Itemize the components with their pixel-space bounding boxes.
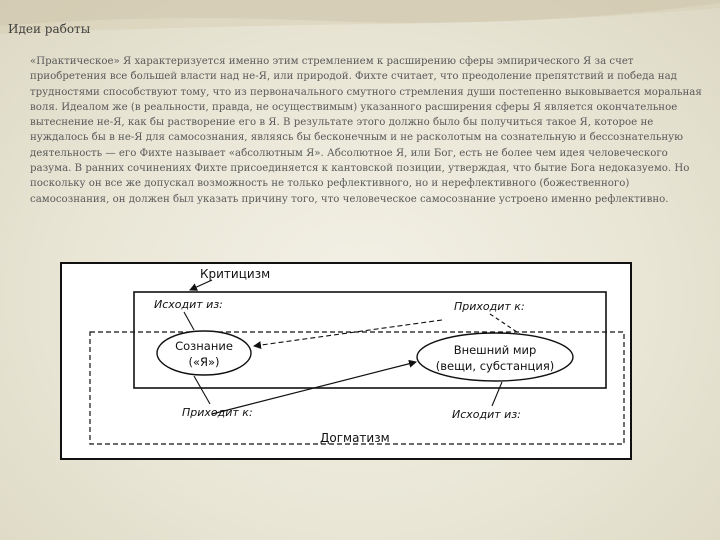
body-paragraph: «Практическое» Я характеризуется именно этим стремлением к расширению сферы эмпирического Я за счет приобретения все большей власти над не-Я, или природой. Фихте считает, что преодоление препятствий и победа над трудностями способствуют тому, что из первоначального смутного стремления души постепенно выковывается моральная воля. Идеалом же (в реальности, правда, не осуществимым) указанного расширения сферы Я является окончательное вытеснение не-Я, как бы растворение его в Я. В результате этого должно было бы получиться такое Я, которое не нуждалось бы в не-Я для самосознания, являясь бы бесконечным и не расколотым на сознательную и бессознательную деятельность — его Фихте называет «абсолютным Я». Абсолютное Я, или Бог, есть не более чем идея человеческого разума. В ранних сочинениях Фихте присоединяется к кантовской позиции, утверждая, что бытие Бога недоказуемо. Но поскольку он все же допускал возможность не только рефлективного, но и нерефлективного (божественного) самосознания, он должен был указать причину того, что человеческое самосознание устроено именно рефлективно. xyxy=(30,56,702,205)
header-swoosh xyxy=(0,0,720,60)
dogmatism-to-label: Приходит к: xyxy=(182,406,253,419)
consciousness-sub-label: («Я») xyxy=(188,355,220,369)
dogmatism-from-leader xyxy=(492,382,502,406)
criticism-pointer xyxy=(190,280,212,290)
criticism-arrow xyxy=(254,320,442,346)
criticism-from-leader xyxy=(184,312,194,330)
criticism-to-leader xyxy=(490,314,520,334)
criticism-dogmatism-diagram xyxy=(62,264,634,462)
criticism-from-label: Исходит из: xyxy=(154,298,223,311)
external-world-label: Внешний мир xyxy=(453,343,537,357)
criticism-to-label: Приходит к: xyxy=(454,300,525,313)
dogmatism-from-label: Исходит из: xyxy=(452,408,521,421)
slide-title: Идеи работы xyxy=(8,22,91,36)
diagram-figure xyxy=(60,262,632,460)
criticism-label: Критицизм xyxy=(200,267,271,281)
dogmatism-label: Догматизм xyxy=(320,431,390,445)
dogmatism-to-leader xyxy=(194,376,210,404)
consciousness-label: Сознание xyxy=(175,339,233,353)
external-world-sub-label: (вещи, субстанция) xyxy=(435,359,555,373)
external-world-node xyxy=(417,333,573,381)
